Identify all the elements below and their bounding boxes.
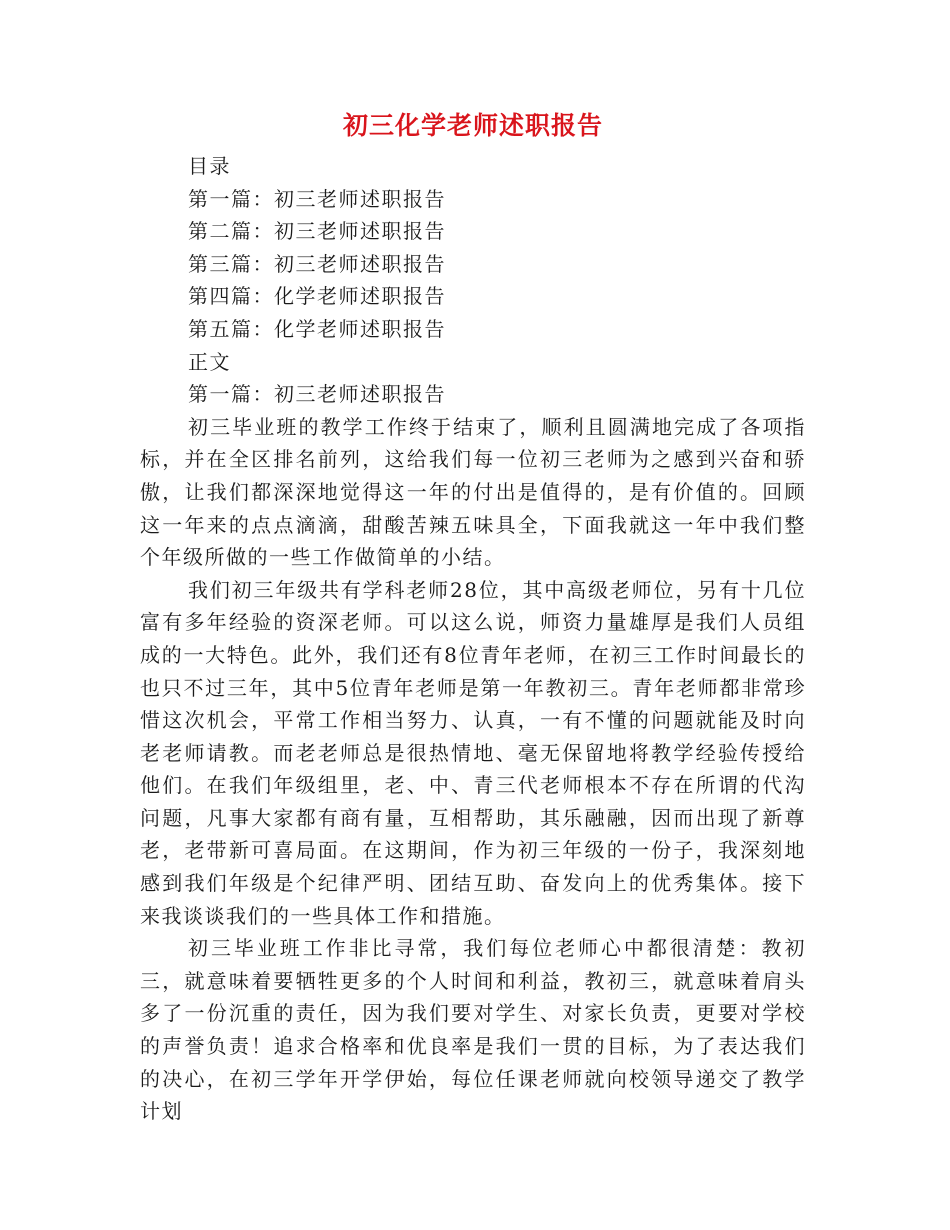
toc-item-5: 第五篇：化学老师述职报告 <box>188 316 446 341</box>
paragraph-1: 初三毕业班的教学工作终于结束了，顺利且圆满地完成了各项指标，并在全区排名前列，这给我们每一位初三老师为之感到兴奋和骄傲，让我们都深深地觉得这一年的付出是值得的，是有价值的。回顾这一年来的点点滴滴，甜酸苦辣五味具全，下面我就这一年中我们整个年级所做的一些工作做简单的小结。 <box>140 414 806 570</box>
body-heading: 正文 <box>188 349 231 374</box>
document-title: 初三化学老师述职报告 <box>342 111 603 140</box>
toc-item-2: 第二篇：初三老师述职报告 <box>188 219 446 244</box>
toc-item-1: 第一篇：初三老师述职报告 <box>188 186 446 211</box>
document-page <box>140 108 806 1128</box>
section-heading: 第一篇：初三老师述职报告 <box>188 382 446 407</box>
paragraph-3: 初三毕业班工作非比寻常，我们每位老师心中都很清楚：教初三，就意味着要牺牲更多的个人时间和利益，教初三，就意味着肩头多了一份沉重的责任，因为我们要对学生、对家长负责，更要对学校的声誉负责！追求合格率和优良率是我们一贯的目标，为了表达我们的决心，在初三学年开学伊始，每位任课老师就向校领导递交了教学计划 <box>140 936 806 1124</box>
paragraph-2: 我们初三年级共有学科老师28位，其中高级老师位，另有十几位富有多年经验的资深老师。可以这么说，师资力量雄厚是我们人员组成的一大特色。此外，我们还有8位青年老师，在初三工作时间最长的也只不过三年，其中5位青年老师是第一年教初三。青年老师都非常珍惜这次机会，平常工作相当努力、认真，一有不懂的问题就能及时向老老师请教。而老老师总是很热情地、毫无保留地将教学经验传授给他们。在我们年级组里，老、中、青三代老师根本不存在所谓的代沟问题，凡事大家都有商有量，互相帮助，其乐融融，因而出现了新尊老，老带新可喜局面。在这期间，作为初三年级的一份子，我深刻地感到我们年级是个纪律严明、团结互助、奋发向上的优秀集体。接下来我谈谈我们的一些具体工作和措施。 <box>140 577 806 928</box>
toc-item-3: 第三篇：初三老师述职报告 <box>188 251 446 276</box>
toc-heading: 目录 <box>188 154 231 178</box>
toc-item-4: 第四篇：化学老师述职报告 <box>188 284 446 309</box>
